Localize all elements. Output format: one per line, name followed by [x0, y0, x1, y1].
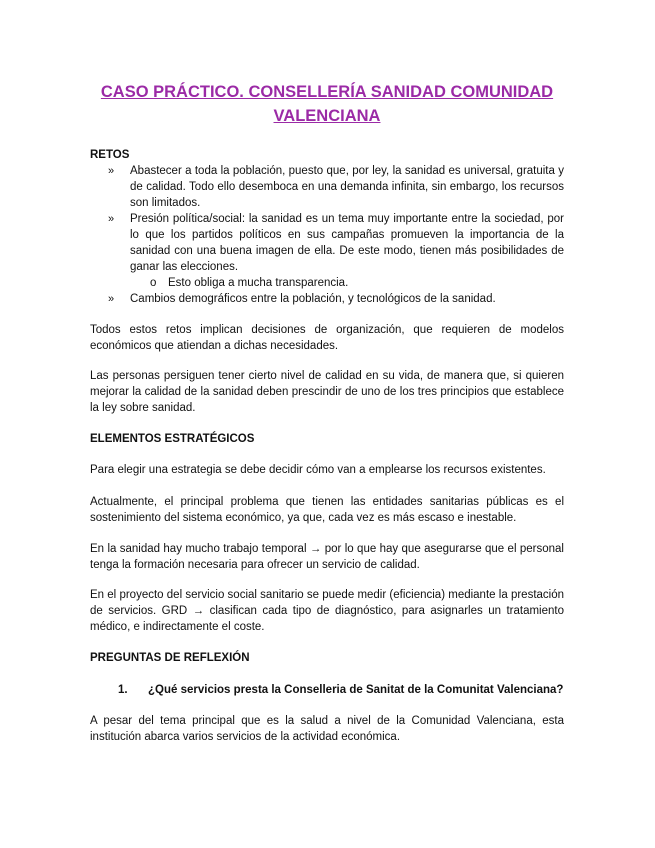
paragraph: Las personas persiguen tener cierto nivel de calidad en su vida, de manera que, si quieren mejorar la calidad de la sanidad deben prescindir de uno de los tres principios que establece la ley sobre sanidad.: [90, 370, 564, 414]
retos-list: [108, 163, 564, 211]
list-item-text: Abastecer a toda la población, puesto que, por ley, la sanidad es universal, gratuita y de calidad. Todo ello desemboca en una demanda infinita, sin embargo, los recursos son limitados.: [130, 165, 564, 209]
paragraph: En el proyecto del servicio social sanitario se puede medir (eficiencia) mediante la prestación de servicios. GRD → clasifican cada tipo de diagnóstico, para asignarles un tratamiento médico, e indirectamente el coste.: [90, 589, 564, 633]
retos-heading: RETOS: [90, 149, 130, 161]
bullet-marker: »: [108, 293, 115, 305]
paragraph: Todos estos retos implican decisiones de organización, que requieren de modelos económicos que atiendan a dichas necesidades.: [90, 324, 564, 352]
document-title: CASO PRÁCTICO. CONSELLERÍA SANIDAD COMUNIDAD VALENCIANA: [100, 83, 554, 125]
paragraph: A pesar del tema principal que es la salud a nivel de la Comunidad Valenciana, esta institución abarca varios servicios de la actividad económica.: [90, 715, 564, 743]
paragraph: Para elegir una estrategia se debe decidir cómo van a emplearse los recursos existentes.: [90, 464, 546, 476]
question-number: 1.: [118, 684, 128, 696]
sub-list-item-text: Esto obliga a mucha transparencia.: [168, 277, 349, 289]
sub-list-item: [150, 275, 564, 291]
retos-list-2: [108, 211, 564, 275]
list-item-text: Presión política/social: la sanidad es un tema muy importante entre la sociedad, por lo que los partidos políticos en sus campañas promueven la importancia de la sanidad con una buena imagen de ella. De este modo, tienen más posibilidades de ganar las elecciones.: [130, 213, 564, 273]
bullet-marker: »: [108, 213, 115, 225]
paragraph: Actualmente, el principal problema que tienen las entidades sanitarias públicas es el sostenimiento del sistema económico, ya que, cada vez es más escaso e inestable.: [90, 496, 564, 524]
list-item: [108, 211, 564, 275]
question-item: [118, 682, 564, 698]
paragraph: En la sanidad hay mucho trabajo temporal → por lo que hay que asegurarse que el personal tenga la formación necesaria para ofrecer un servicio de calidad.: [90, 543, 564, 571]
sub-bullet-marker: o: [150, 277, 157, 289]
list-item: [108, 291, 564, 307]
list-item-text: Cambios demográficos entre la población, y tecnológicos de la sanidad.: [130, 293, 496, 305]
list-item: [108, 163, 564, 211]
question-text: ¿Qué servicios presta la Conselleria de Sanitat de la Comunitat Valenciana?: [148, 684, 564, 696]
elementos-heading: ELEMENTOS ESTRATÉGICOS: [90, 433, 255, 445]
preguntas-heading: PREGUNTAS DE REFLEXIÓN: [90, 652, 250, 664]
bullet-marker: »: [108, 165, 115, 177]
retos-list-3: [108, 291, 564, 307]
